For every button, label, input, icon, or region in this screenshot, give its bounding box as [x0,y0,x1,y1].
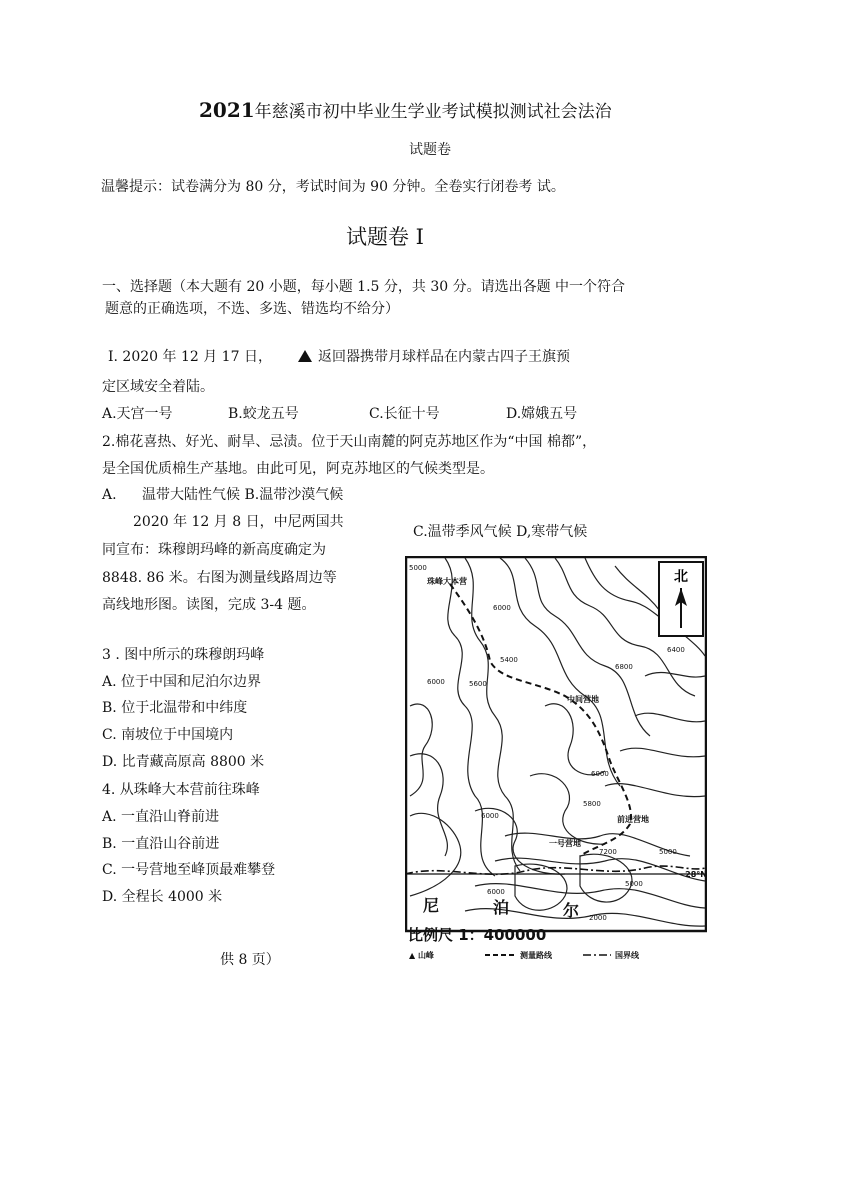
q4-option-c: C. 一号营地至峰顶最难攀登 [102,862,276,878]
q1-option-b: B.蛟龙五号 [228,406,299,422]
q1-stem [108,348,570,366]
q2-option-a-label: A. [102,487,117,503]
svg-text:7200: 7200 [599,848,617,856]
q3-option-a: A. 位于中国和尼泊尔边界 [102,674,262,690]
exam-year: 2021 [199,98,255,122]
contour-map [405,556,707,964]
legend-border: 国界线 [615,951,639,960]
q3-option-d: D. 比青藏高原高 8800 米 [102,754,265,770]
q3-option-b: B. 位于北温带和中纬度 [102,700,248,716]
q3-stem: 3 . 图中所示的珠穆朗玛峰 [102,647,265,663]
q1-option-a: A.天宫一号 [102,406,173,422]
svg-text:5000: 5000 [659,848,677,856]
legend-route: 测量路线 [520,951,552,960]
exam-subtitle: 试题卷 [409,142,451,158]
q1-stem-c: 定区域安全着陆。 [102,379,214,395]
legend-peak: ▲ 山峰 [409,951,434,960]
exam-title [199,98,612,122]
svg-text:5000: 5000 [625,880,643,888]
mid-camp-label: 中间营地 [567,695,599,704]
instructions-line-2: 题意的正确选项，不选、多选、错选均不给分） [105,301,399,317]
svg-text:尼: 尼 [423,896,440,915]
svg-text:尔: 尔 [563,901,580,920]
intro-line-2: 同宣布：珠穆朗玛峰的新高度确定为 [102,542,326,558]
q1-option-c: C.长征十号 [369,406,440,422]
north-label: 北 [674,569,688,585]
svg-text:6000: 6000 [481,812,499,820]
q4-option-a: A. 一直沿山脊前进 [102,809,220,825]
instructions-line-1: 一、选择题（本大题有 20 小题，每小题 1.5 分，共 30 分。请选出各题 中一个符合 [102,279,626,295]
svg-text:泊: 泊 [493,898,510,917]
svg-text:5800: 5800 [583,800,601,808]
camp-one-label: 一号营地 [549,839,581,848]
q3-option-c: C. 南坡位于中国境内 [102,727,234,743]
q4-option-d: D. 全程长 4000 米 [102,889,223,905]
section-title: 试题卷 I [346,225,424,249]
base-camp-label: 珠峰大本营 [427,577,467,586]
map-legend [409,950,640,960]
svg-text:6400: 6400 [667,646,685,654]
q2-option-cd: C.温带季风气候 D,寒带气候 [413,524,588,540]
q1-option-d: D.嫦娥五号 [506,406,578,422]
q2-stem-a: 2.棉花喜热、好光、耐旱、忌渍。位于天山南麓的阿克苏地区作为“中国 棉都”， [102,434,597,450]
svg-text:5000: 5000 [409,564,427,572]
page-count: 供 8 页） [220,952,280,968]
intro-line-3: 8848. 86 米。右图为测量线路周边等 [102,570,337,586]
q1-stem-b: 返回器携带月球样品在内蒙古四子王旗预 [317,349,570,365]
svg-text:6800: 6800 [615,663,633,671]
q4-stem: 4. 从珠峰大本营前往珠峰 [102,782,260,798]
svg-text:6000: 6000 [487,888,505,896]
q1-stem-a: I. 2020 年 12 月 17 日， [108,349,272,365]
svg-text:6000: 6000 [493,604,511,612]
intro-line-4: 高线地形图。读图，完成 3-4 题。 [102,597,316,613]
q2-option-ab: 温带大陆性气候 B.温带沙漠气候 [142,487,344,503]
notice: 温馨提示：试卷满分为 80 分，考试时间为 90 分钟。全卷实行闭卷考 试。 [101,179,565,195]
q4-option-b: B. 一直沿山谷前进 [102,836,220,852]
forward-camp-label: 前进营地 [617,815,649,824]
svg-text:5600: 5600 [469,680,487,688]
blank-triangle-icon [298,350,312,362]
svg-text:5400: 5400 [500,656,518,664]
svg-text:6000: 6000 [427,678,445,686]
q2-stem-b: 是全国优质棉生产基地。由此可见，阿克苏地区的气候类型是。 [102,461,494,477]
svg-text:6000: 6000 [591,770,609,778]
intro-line-1: 2020 年 12 月 8 日，中尼两国共 [133,514,344,530]
exam-title-rest: 年慈溪市初中毕业生学业考试模拟测试社会法治 [254,102,612,122]
scale-label: 比例尺 1：400000 [408,926,547,944]
svg-text:2000: 2000 [589,914,607,922]
latitude-label: 28°N [685,870,707,879]
